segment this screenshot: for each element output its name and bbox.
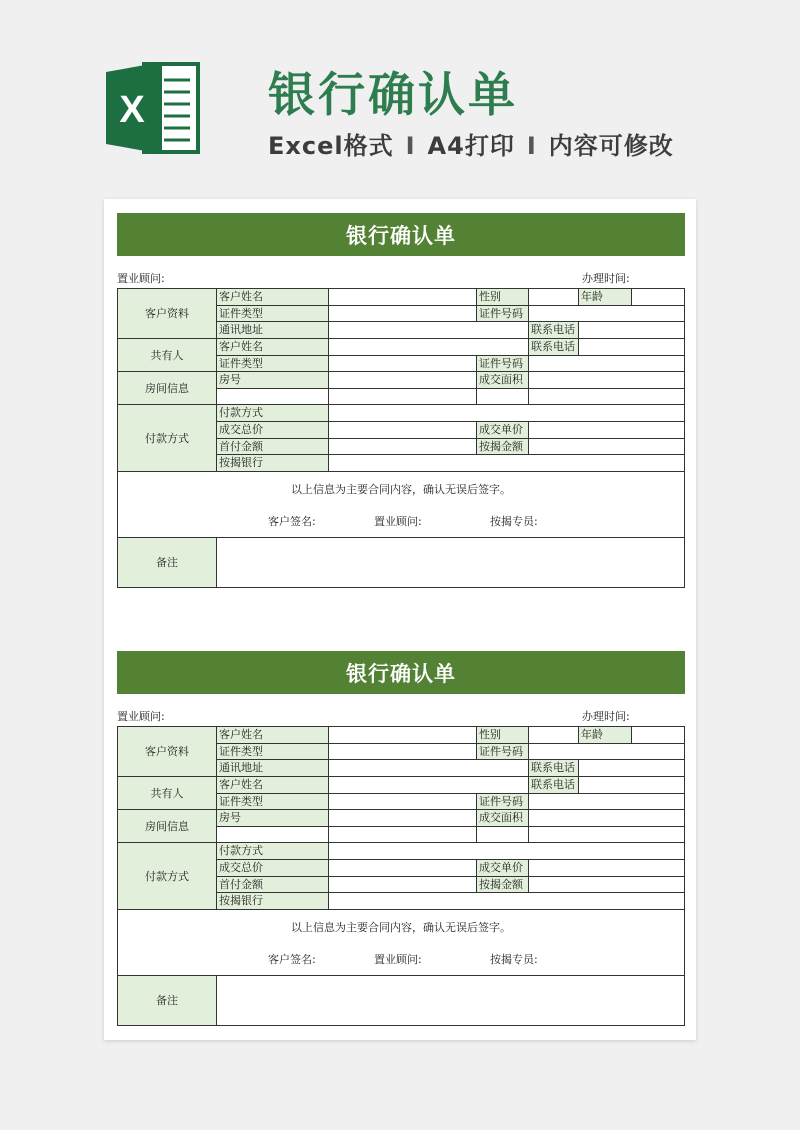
room-extra-cell[interactable] — [329, 827, 477, 843]
form-grid — [117, 288, 685, 588]
handle-time-label: 办理时间: — [582, 272, 630, 285]
gender-label: 性别 — [477, 727, 529, 744]
room-extra-cell[interactable] — [477, 827, 529, 843]
age-label: 年龄 — [579, 727, 632, 744]
total-price-label: 成交总价 — [217, 860, 329, 877]
coowner-id-type-label: 证件类型 — [217, 794, 329, 810]
coowner-id-number-value[interactable] — [529, 794, 684, 810]
room-extra-cell[interactable] — [329, 389, 477, 405]
total-price-label: 成交总价 — [217, 422, 329, 439]
paper-sheet — [104, 199, 696, 1040]
age-value[interactable] — [632, 289, 684, 306]
coowner-id-number-label: 证件号码 — [477, 356, 529, 372]
promo-sub-print: A4打印 — [427, 132, 515, 160]
confirm-block — [118, 472, 684, 538]
bank-confirm-form — [117, 651, 685, 1026]
pay-method-value[interactable] — [329, 405, 684, 422]
down-payment-value[interactable] — [329, 877, 477, 893]
down-payment-value[interactable] — [329, 439, 477, 455]
id-number-label: 证件号码 — [477, 744, 529, 760]
promo-sub-editable: 内容可修改 — [548, 132, 674, 160]
customer-signature-label: 客户签名: — [268, 953, 316, 966]
room-extra-cell[interactable] — [529, 389, 684, 405]
id-type-label: 证件类型 — [217, 744, 329, 760]
pay-method-label: 付款方式 — [217, 405, 329, 422]
promo-sub-separator: I — [405, 132, 416, 160]
total-price-value[interactable] — [329, 422, 477, 439]
room-no-label: 房号 — [217, 810, 329, 827]
form-meta-row — [117, 256, 685, 288]
section-coowner-label: 共有人 — [118, 339, 217, 372]
section-coowner-label: 共有人 — [118, 777, 217, 810]
room-no-value[interactable] — [329, 372, 477, 389]
promo-subtitle — [268, 126, 674, 161]
promo-sub-format: Excel格式 — [268, 132, 394, 160]
mortgage-amount-label: 按揭金额 — [477, 439, 529, 455]
mortgage-officer-signature-label: 按揭专员: — [490, 515, 538, 528]
address-value[interactable] — [329, 760, 529, 777]
room-extra-cell[interactable] — [217, 389, 329, 405]
deal-area-value[interactable] — [529, 372, 684, 389]
form-title: 银行确认单 — [117, 213, 685, 256]
address-value[interactable] — [329, 322, 529, 339]
address-label: 通讯地址 — [217, 322, 329, 339]
confirm-text: 以上信息为主要合同内容，确认无误后签字。 — [291, 483, 511, 496]
mortgage-amount-value[interactable] — [529, 877, 684, 893]
id-type-label: 证件类型 — [217, 306, 329, 322]
promo-sub-separator: I — [526, 132, 537, 160]
remark-label: 备注 — [118, 976, 217, 1025]
unit-price-label: 成交单价 — [477, 422, 529, 439]
coowner-phone-value[interactable] — [579, 339, 684, 356]
phone-label: 联系电话 — [529, 760, 579, 777]
remark-value[interactable] — [217, 538, 684, 587]
mortgage-amount-label: 按揭金额 — [477, 877, 529, 893]
coowner-name-label: 客户姓名 — [217, 339, 329, 356]
id-type-value[interactable] — [329, 744, 477, 760]
coowner-id-number-label: 证件号码 — [477, 794, 529, 810]
confirm-block — [118, 910, 684, 976]
room-extra-cell[interactable] — [529, 827, 684, 843]
confirm-text: 以上信息为主要合同内容，确认无误后签字。 — [291, 921, 511, 934]
pay-method-label: 付款方式 — [217, 843, 329, 860]
section-room-label: 房间信息 — [118, 810, 217, 843]
id-number-label: 证件号码 — [477, 306, 529, 322]
down-payment-label: 首付金额 — [217, 439, 329, 455]
mortgage-bank-value[interactable] — [329, 893, 684, 910]
coowner-phone-label: 联系电话 — [529, 339, 579, 356]
phone-label: 联系电话 — [529, 322, 579, 339]
coowner-id-type-value[interactable] — [329, 794, 477, 810]
phone-value[interactable] — [579, 322, 684, 339]
age-label: 年龄 — [579, 289, 632, 306]
coowner-name-label: 客户姓名 — [217, 777, 329, 794]
unit-price-label: 成交单价 — [477, 860, 529, 877]
mortgage-officer-signature-label: 按揭专员: — [490, 953, 538, 966]
unit-price-value[interactable] — [529, 860, 684, 877]
total-price-value[interactable] — [329, 860, 477, 877]
bank-confirm-form — [117, 213, 685, 588]
gender-label: 性别 — [477, 289, 529, 306]
phone-value[interactable] — [579, 760, 684, 777]
section-payment-label: 付款方式 — [118, 843, 217, 910]
id-type-value[interactable] — [329, 306, 477, 322]
customer-signature-label: 客户签名: — [268, 515, 316, 528]
id-number-value[interactable] — [529, 306, 684, 322]
customer-name-label: 客户姓名 — [217, 289, 329, 306]
deal-area-label: 成交面积 — [477, 372, 529, 389]
room-no-label: 房号 — [217, 372, 329, 389]
customer-name-value[interactable] — [329, 727, 477, 744]
coowner-phone-value[interactable] — [579, 777, 684, 794]
coowner-id-type-value[interactable] — [329, 356, 477, 372]
unit-price-value[interactable] — [529, 422, 684, 439]
down-payment-label: 首付金额 — [217, 877, 329, 893]
room-no-value[interactable] — [329, 810, 477, 827]
mortgage-bank-value[interactable] — [329, 455, 684, 472]
section-customer-label: 客户资料 — [118, 727, 217, 777]
form-grid — [117, 726, 685, 1026]
coowner-name-value[interactable] — [329, 777, 529, 794]
id-number-value[interactable] — [529, 744, 684, 760]
customer-name-label: 客户姓名 — [217, 727, 329, 744]
remark-label: 备注 — [118, 538, 217, 587]
mortgage-bank-label: 按揭银行 — [217, 455, 329, 472]
gender-value[interactable] — [529, 289, 579, 306]
deal-area-label: 成交面积 — [477, 810, 529, 827]
excel-logo-letter: X — [119, 89, 145, 131]
section-payment-label: 付款方式 — [118, 405, 217, 472]
consultant-label: 置业顾问: — [117, 272, 165, 285]
form-meta-row — [117, 694, 685, 726]
pay-method-value[interactable] — [329, 843, 684, 860]
section-customer-label: 客户资料 — [118, 289, 217, 339]
coowner-name-value[interactable] — [329, 339, 529, 356]
customer-name-value[interactable] — [329, 289, 477, 306]
form-title: 银行确认单 — [117, 651, 685, 694]
gender-value[interactable] — [529, 727, 579, 744]
consultant-signature-label: 置业顾问: — [374, 515, 422, 528]
deal-area-value[interactable] — [529, 810, 684, 827]
consultant-signature-label: 置业顾问: — [374, 953, 422, 966]
room-extra-cell[interactable] — [217, 827, 329, 843]
mortgage-bank-label: 按揭银行 — [217, 893, 329, 910]
age-value[interactable] — [632, 727, 684, 744]
coowner-phone-label: 联系电话 — [529, 777, 579, 794]
room-extra-cell[interactable] — [477, 389, 529, 405]
remark-value[interactable] — [217, 976, 684, 1025]
mortgage-amount-value[interactable] — [529, 439, 684, 455]
section-room-label: 房间信息 — [118, 372, 217, 405]
address-label: 通讯地址 — [217, 760, 329, 777]
excel-logo-icon — [104, 58, 204, 158]
handle-time-label: 办理时间: — [582, 710, 630, 723]
coowner-id-number-value[interactable] — [529, 356, 684, 372]
consultant-label: 置业顾问: — [117, 710, 165, 723]
promo-title: 银行确认单 — [268, 68, 518, 123]
coowner-id-type-label: 证件类型 — [217, 356, 329, 372]
